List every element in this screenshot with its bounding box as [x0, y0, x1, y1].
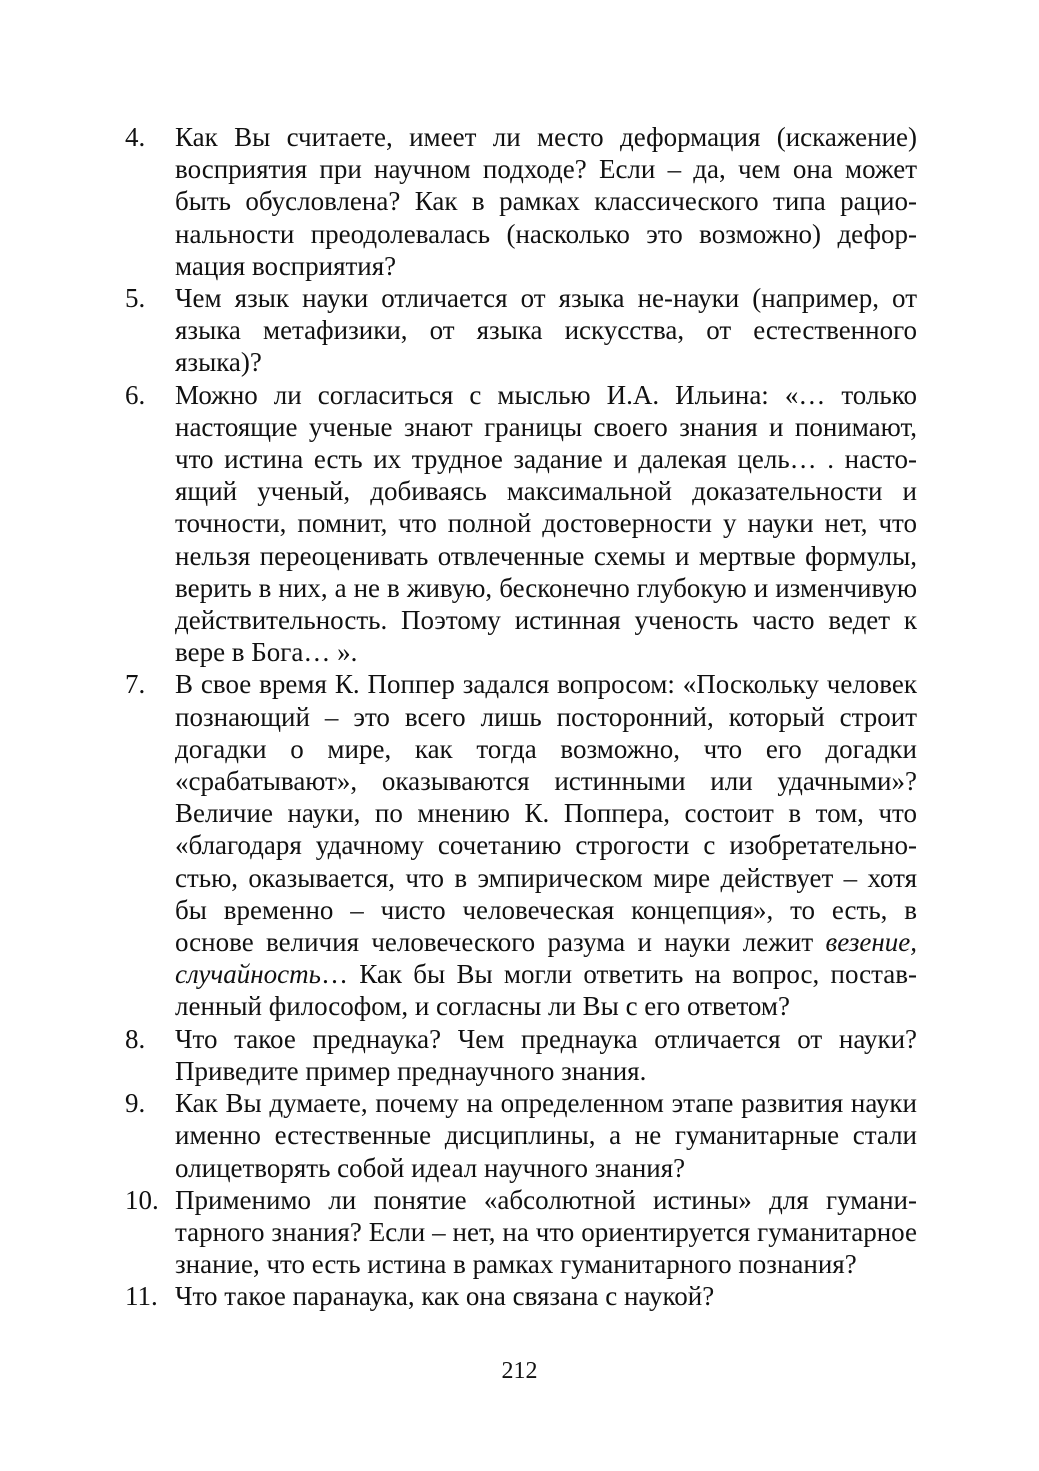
question-text: Что такое паранаука, как она связана с наукой?	[175, 1281, 715, 1312]
question-number: 5.	[125, 283, 146, 314]
question-item	[125, 379, 917, 669]
question-number: 9.	[125, 1088, 146, 1119]
question-list	[125, 121, 917, 1313]
question-item	[125, 282, 917, 379]
question-text-part: В свое время К. Поппер задался вопросом: «Поскольку человек познающий – это всего лишь посторонний, который строит догадки о мире, как тогда возможно, что его догадки «срабатывают», оказываются истинными или удачными»? Величие науки, по мнению К. Поппера, состоит в том, что «благодаря удачному сочетанию строгости с изобретательностью, оказывается, что в эмпирическом мире действует – хотя бы временно – чисто человеческая концепция», то есть, в основе величия человеческого разума и науки лежит	[175, 669, 917, 958]
question-text: Что такое преднаука? Чем преднаука отличается от науки? Приведите пример преднаучного знания.	[175, 1023, 917, 1086]
question-text: Применимо ли понятие «абсолютной истины» для гуманитарного знания? Если – нет, на что ориентируется гуманитарное знание, что есть истина в рамках гуманитарного познания?	[175, 1184, 917, 1280]
question-text	[175, 668, 917, 1022]
question-item	[125, 1087, 917, 1184]
question-number: 4.	[125, 122, 146, 152]
question-number: 10.	[125, 1184, 159, 1215]
question-item	[125, 1023, 917, 1087]
question-text: Как Вы считаете, имеет ли место деформация (искажение) восприятия при научном подходе? Если – да, чем она может быть обусловлена? Как в рамках классического типа рациональности преодолевалась (насколько это возможно) деформация восприятия?	[175, 122, 917, 281]
question-number: 11.	[125, 1281, 158, 1312]
question-number: 8.	[125, 1023, 146, 1054]
question-number: 7.	[125, 669, 146, 700]
question-text-part: … Как бы Вы могли ответить на вопрос, поставленный философом, и согласны ли Вы с его ответом?	[175, 959, 917, 1022]
italic-emphasis: везение, случайность	[175, 927, 917, 990]
question-text: Как Вы думаете, почему на определенном этапе развития науки именно естественные дисциплины, а не гуманитарные стали олицетворять собой идеал научного знания?	[175, 1088, 917, 1183]
page-number: 212	[501, 1358, 538, 1384]
question-item	[125, 121, 917, 282]
question-item	[125, 1184, 917, 1281]
question-number: 6.	[125, 379, 146, 410]
question-text: Можно ли согласиться с мыслью И.А. Ильина: «… только настоящие ученые знают границы своего знания и понимают, что истина есть их трудное задание и далекая цель… . настоящий ученый, добиваясь максимальной доказательности и точности, помнит, что полной достоверности у науки нет, что нельзя переоценивать отвлеченные схемы и мертвые формулы, верить в них, а не в живую, бесконечно глубокую и изменчивую действительность. Поэтому истинная ученость часто ведет к вере в Бога… ».	[175, 379, 917, 668]
question-item	[125, 1280, 917, 1312]
question-item	[125, 668, 917, 1022]
question-text: Чем язык науки отличается от языка не-науки (например, от языка метафизики, от языка искусства, от естественного языка)?	[175, 283, 917, 378]
